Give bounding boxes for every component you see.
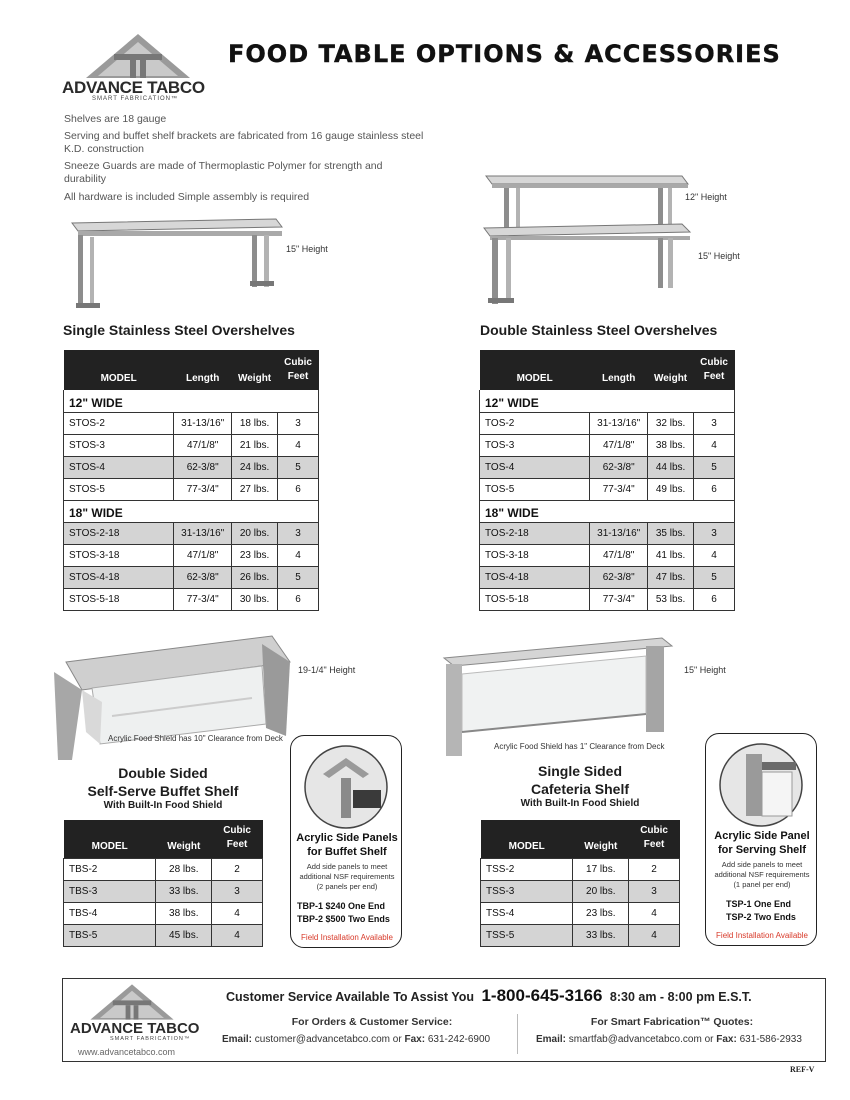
spec-line: Shelves are 18 gauge — [64, 113, 167, 125]
table-cell: STOS-4 — [64, 456, 174, 478]
table-cell: STOS-3 — [64, 434, 174, 456]
column-header: Cubic Feet — [278, 350, 319, 390]
table-cell: TOS-3-18 — [480, 544, 590, 566]
column-header: Weight — [573, 820, 629, 858]
table-cell: 27 lbs. — [232, 478, 278, 500]
cafeteria-title-line2: Cafeteria Shelf — [530, 781, 630, 797]
cafeteria-side-panel-callout — [705, 733, 817, 946]
table-cell: STOS-2 — [64, 412, 174, 434]
table-cell: 5 — [694, 566, 735, 588]
cafeteria-title-line1: Single Sided — [537, 763, 622, 779]
table-cell: 20 lbs. — [232, 522, 278, 544]
table-row — [481, 858, 680, 880]
table-cell: 18 lbs. — [232, 412, 278, 434]
buffet-title-line1: Double Sided — [118, 765, 208, 781]
brand-tagline: SMART FABRICATION™ — [92, 96, 179, 102]
table-cell: TSS-4 — [481, 902, 573, 924]
quotes-email-link[interactable]: smartfab@advancetabco.com — [568, 1034, 702, 1045]
quotes-contact-line — [536, 1034, 802, 1045]
double-bottom-height-label: 15" Height — [698, 251, 740, 261]
column-header: Length — [174, 350, 232, 390]
single-overshelf-image — [68, 215, 288, 315]
column-header: Weight — [648, 350, 694, 390]
fax-label: Fax: — [716, 1034, 737, 1045]
table-cell: STOS-4-18 — [64, 566, 174, 588]
single-overshelf-title: Single Stainless Steel Overshelves — [63, 322, 295, 338]
table-row — [64, 522, 319, 544]
table-cell: STOS-5-18 — [64, 588, 174, 610]
double-overshelf-image — [482, 172, 692, 312]
table-row — [64, 902, 263, 924]
table-cell: 6 — [694, 478, 735, 500]
table-cell: 47/1/8" — [590, 544, 648, 566]
table-row — [480, 522, 735, 544]
spec-line: Sneeze Guards are made of Thermoplastic Polymer for strength and durability — [64, 160, 383, 185]
buffet-side-panel-callout — [290, 735, 402, 948]
table-cell: 28 lbs. — [156, 858, 212, 880]
table-cell: 4 — [629, 924, 680, 946]
column-header: Cubic Feet — [629, 820, 680, 858]
table-row — [480, 478, 735, 500]
table-cell: 4 — [278, 434, 319, 456]
table-cell: 4 — [694, 434, 735, 456]
table-cell: 47 lbs. — [648, 566, 694, 588]
double-top-height-label: 12" Height — [685, 192, 727, 202]
cafeteria-shield-note: Acrylic Food Shield has 1" Clearance from Deck — [494, 742, 665, 751]
reference-code: REF-V — [790, 1065, 815, 1074]
table-cell: TOS-5-18 — [480, 588, 590, 610]
table-cell: 5 — [694, 456, 735, 478]
orders-heading: For Orders & Customer Service: — [291, 1016, 453, 1028]
table-cell: TOS-4 — [480, 456, 590, 478]
email-label: Email: — [536, 1034, 567, 1045]
table-cell: 38 lbs. — [648, 434, 694, 456]
table-cell: 53 lbs. — [648, 588, 694, 610]
table-row — [480, 588, 735, 610]
column-header: Cubic Feet — [694, 350, 735, 390]
table-cell: 3 — [278, 522, 319, 544]
group-label: 12" WIDE — [64, 390, 319, 412]
table-cell: TSS-3 — [481, 880, 573, 902]
table-cell: 23 lbs. — [573, 902, 629, 924]
single-overshelf-table — [63, 350, 319, 611]
callout-title: Acrylic Side Panel for Serving Shelf — [714, 830, 810, 856]
group-label: 12" WIDE — [480, 390, 735, 412]
fax-label: Fax: — [404, 1034, 426, 1045]
table-cell: 4 — [212, 902, 263, 924]
table-row — [64, 456, 319, 478]
table-cell: 31-13/16" — [590, 412, 648, 434]
callout-description: Add side panels to meet additional NSF requirements (1 panel per end) — [714, 860, 810, 889]
cafeteria-shelf-table — [480, 820, 680, 947]
column-header: Weight — [156, 820, 212, 858]
service-hours: 8:30 am - 8:00 pm E.S.T. — [609, 990, 752, 1004]
spec-line: Serving and buffet shelf brackets are fabricated from 16 gauge stainless steel K.D. construction — [64, 130, 424, 155]
table-cell: TBS-3 — [64, 880, 156, 902]
table-cell: TOS-3 — [480, 434, 590, 456]
brand-name: ADVANCE TABCO — [62, 78, 205, 97]
group-label: 18" WIDE — [64, 500, 319, 522]
table-cell: 3 — [694, 412, 735, 434]
buffet-shield-note: Acrylic Food Shield has 10" Clearance from Deck — [108, 734, 283, 743]
phone-number[interactable]: 1-800-645-3166 — [481, 986, 603, 1005]
table-cell: 6 — [278, 588, 319, 610]
table-cell: TOS-5 — [480, 478, 590, 500]
table-cell: 5 — [278, 566, 319, 588]
or-text: or — [392, 1034, 402, 1045]
buffet-height-label: 19-1/4" Height — [298, 665, 356, 675]
table-cell: 21 lbs. — [232, 434, 278, 456]
table-cell: 23 lbs. — [232, 544, 278, 566]
table-cell: 30 lbs. — [232, 588, 278, 610]
callout-note: Field Installation Available — [301, 933, 393, 942]
table-cell: 26 lbs. — [232, 566, 278, 588]
table-cell: 4 — [694, 544, 735, 566]
table-cell: 62-3/8" — [590, 456, 648, 478]
table-cell: 77-3/4" — [590, 478, 648, 500]
table-cell: 77-3/4" — [174, 478, 232, 500]
callout-price: TSP-2 Two Ends — [726, 912, 796, 922]
page-title: FOOD TABLE OPTIONS & ACCESSORIES — [228, 40, 781, 68]
table-row — [481, 924, 680, 946]
table-cell: 77-3/4" — [174, 588, 232, 610]
table-cell: 45 lbs. — [156, 924, 212, 946]
side-panel-image — [303, 744, 389, 830]
buffet-shelf-table — [63, 820, 263, 947]
or-text: or — [704, 1034, 714, 1045]
table-cell: TBS-4 — [64, 902, 156, 924]
customer-service-line — [226, 986, 752, 1006]
orders-fax: 631-242-6900 — [427, 1034, 491, 1045]
buffet-title-line2: Self-Serve Buffet Shelf — [87, 783, 239, 799]
table-row — [64, 544, 319, 566]
table-cell: 17 lbs. — [573, 858, 629, 880]
callout-description: Add side panels to meet additional NSF requirements (2 panels per end) — [299, 862, 395, 891]
callout-price: TSP-1 One End — [726, 899, 792, 909]
cafeteria-shelf-image — [440, 634, 680, 758]
table-row — [64, 434, 319, 456]
table-cell: STOS-5 — [64, 478, 174, 500]
table-cell: 4 — [212, 924, 263, 946]
table-cell: TBS-2 — [64, 858, 156, 880]
table-cell: 32 lbs. — [648, 412, 694, 434]
table-cell: 47/1/8" — [590, 434, 648, 456]
table-cell: 31-13/16" — [174, 412, 232, 434]
table-cell: 6 — [694, 588, 735, 610]
table-cell: 47/1/8" — [174, 544, 232, 566]
table-row — [64, 858, 263, 880]
callout-price: TBP-2 $500 Two Ends — [297, 914, 390, 924]
column-header: Length — [590, 350, 648, 390]
table-cell: 33 lbs. — [156, 880, 212, 902]
customer-service-text: Customer Service Available To Assist You — [226, 990, 475, 1004]
table-row — [480, 566, 735, 588]
callout-note: Field Installation Available — [716, 931, 808, 940]
table-cell: 31-13/16" — [590, 522, 648, 544]
table-cell: 3 — [629, 880, 680, 902]
cafeteria-subtitle: With Built-In Food Shield — [520, 798, 640, 809]
footer-logo-mark — [84, 982, 180, 1022]
column-header: Weight — [232, 350, 278, 390]
callout-price: TBP-1 $240 One End — [297, 901, 386, 911]
table-cell: 2 — [212, 858, 263, 880]
table-row — [481, 880, 680, 902]
table-cell: 6 — [278, 478, 319, 500]
table-cell: 33 lbs. — [573, 924, 629, 946]
quotes-heading: For Smart Fabrication™ Quotes: — [590, 1016, 754, 1028]
table-cell: 35 lbs. — [648, 522, 694, 544]
table-row — [64, 478, 319, 500]
table-cell: 31-13/16" — [174, 522, 232, 544]
email-label: Email: — [222, 1034, 253, 1045]
table-cell: 77-3/4" — [590, 588, 648, 610]
table-row — [480, 434, 735, 456]
column-header: MODEL — [481, 820, 573, 858]
table-cell: STOS-3-18 — [64, 544, 174, 566]
footer-divider — [517, 1014, 518, 1054]
callout-title: Acrylic Side Panels for Buffet Shelf — [296, 832, 398, 858]
table-cell: 24 lbs. — [232, 456, 278, 478]
table-row — [480, 456, 735, 478]
column-header: MODEL — [64, 350, 174, 390]
table-cell: 2 — [629, 858, 680, 880]
group-label: 18" WIDE — [480, 500, 735, 522]
table-cell: TOS-4-18 — [480, 566, 590, 588]
table-cell: 3 — [694, 522, 735, 544]
table-cell: 3 — [278, 412, 319, 434]
column-header: Cubic Feet — [212, 820, 263, 858]
table-cell: 62-3/8" — [174, 456, 232, 478]
table-cell: 4 — [629, 902, 680, 924]
table-cell: TSS-2 — [481, 858, 573, 880]
table-cell: 41 lbs. — [648, 544, 694, 566]
table-cell: TOS-2 — [480, 412, 590, 434]
brand-logo-mark — [78, 32, 198, 80]
double-overshelf-title: Double Stainless Steel Overshelves — [480, 322, 718, 338]
table-cell: 5 — [278, 456, 319, 478]
table-row — [481, 902, 680, 924]
table-row — [64, 924, 263, 946]
footer-brand-tagline: SMART FABRICATION™ — [110, 1036, 191, 1042]
table-cell: 4 — [278, 544, 319, 566]
table-cell: 62-3/8" — [590, 566, 648, 588]
orders-contact-line — [222, 1034, 490, 1045]
table-row — [64, 588, 319, 610]
table-cell: TOS-2-18 — [480, 522, 590, 544]
table-row — [480, 412, 735, 434]
table-cell: 44 lbs. — [648, 456, 694, 478]
table-cell: 3 — [212, 880, 263, 902]
table-row — [64, 566, 319, 588]
table-cell: STOS-2-18 — [64, 522, 174, 544]
side-panel-image — [718, 742, 804, 828]
table-cell: 47/1/8" — [174, 434, 232, 456]
buffet-subtitle: With Built-In Food Shield — [103, 800, 223, 811]
table-cell: 38 lbs. — [156, 902, 212, 924]
spec-line: All hardware is included Simple assembly is required — [64, 191, 310, 203]
single-height-label: 15" Height — [286, 244, 328, 254]
table-row — [64, 412, 319, 434]
cafeteria-height-label: 15" Height — [684, 665, 726, 675]
table-row — [64, 880, 263, 902]
orders-email-link[interactable]: customer@advancetabco.com — [254, 1034, 391, 1045]
table-row — [480, 544, 735, 566]
table-cell: TBS-5 — [64, 924, 156, 946]
column-header: MODEL — [480, 350, 590, 390]
table-cell: 62-3/8" — [174, 566, 232, 588]
table-cell: 49 lbs. — [648, 478, 694, 500]
footer-brand-name: ADVANCE TABCO — [70, 1020, 200, 1037]
quotes-fax: 631-586-2933 — [739, 1034, 802, 1045]
table-cell: TSS-5 — [481, 924, 573, 946]
column-header: MODEL — [64, 820, 156, 858]
table-cell: 20 lbs. — [573, 880, 629, 902]
double-overshelf-table — [479, 350, 735, 611]
website-link[interactable]: www.advancetabco.com — [78, 1047, 176, 1057]
